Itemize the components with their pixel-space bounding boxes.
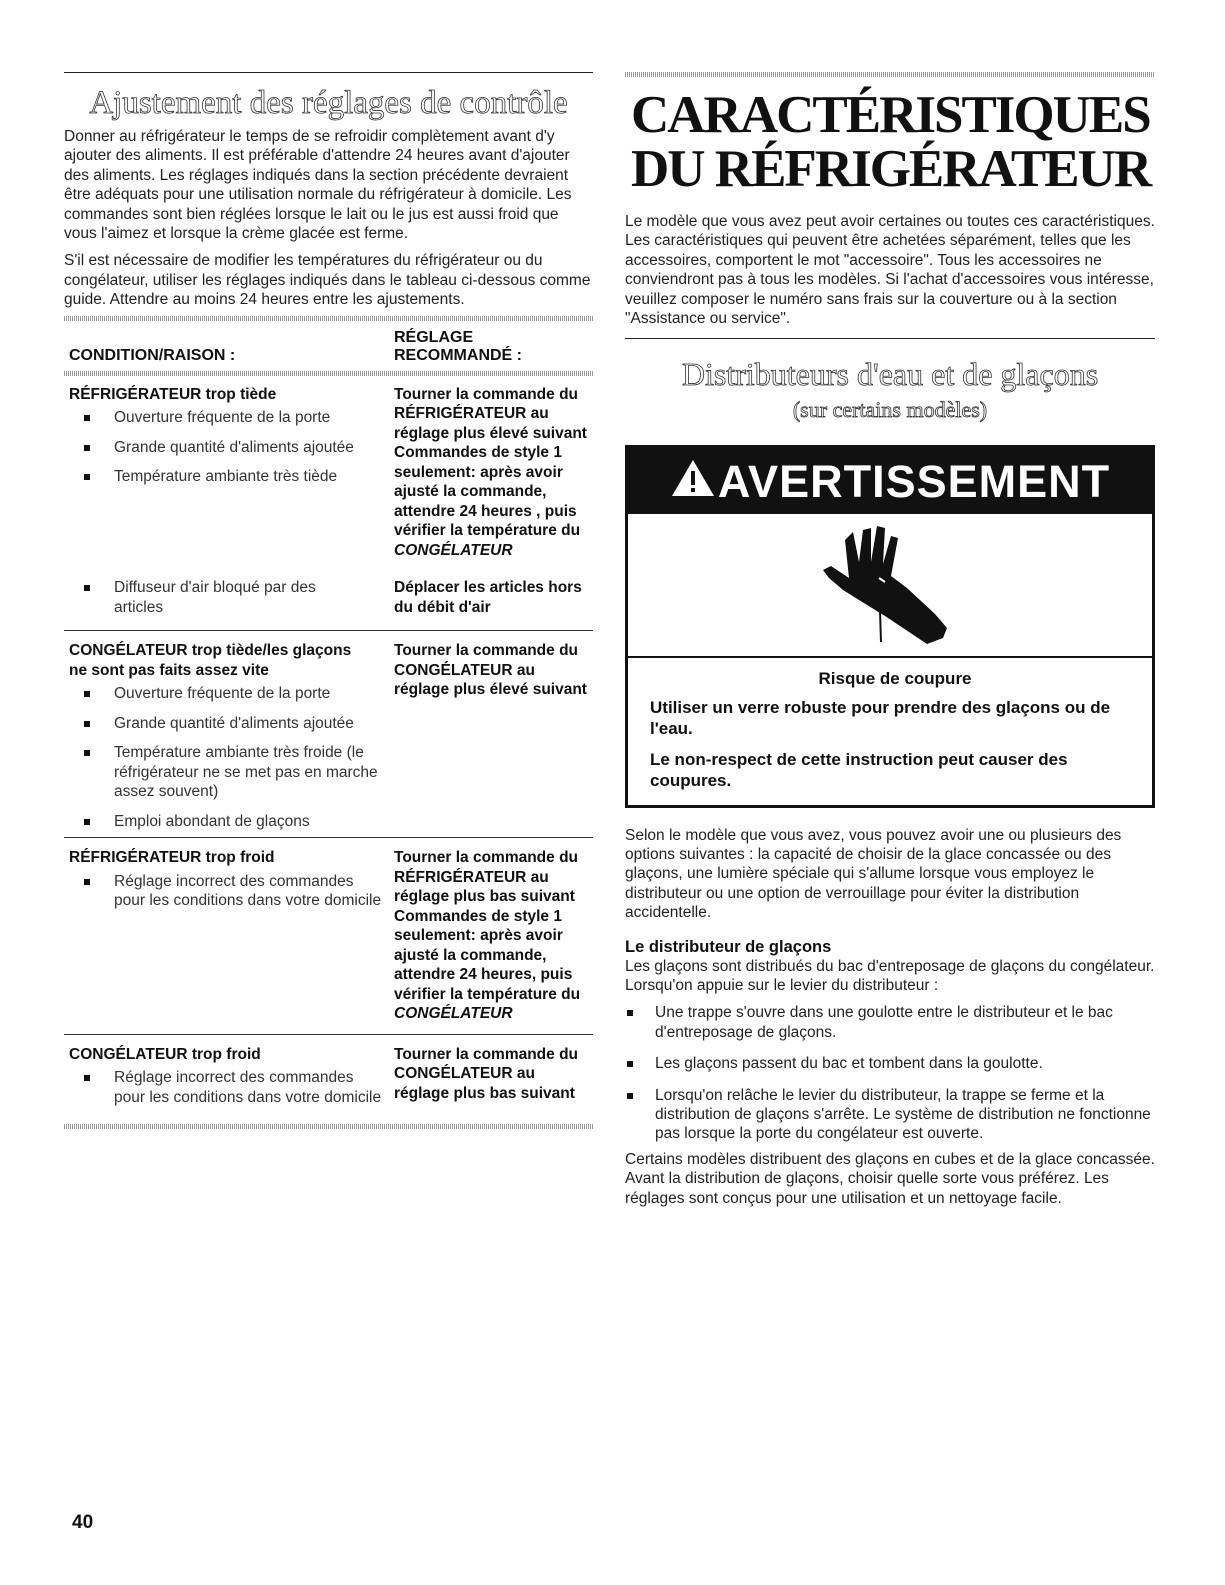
table-row	[64, 641, 593, 831]
action-cell	[394, 1045, 593, 1115]
condition-title: CONGÉLATEUR trop froid	[69, 1045, 261, 1063]
column-header-condition: CONDITION/RAISON :	[69, 346, 236, 364]
dispenser-bullet: Les glaçons passent du bac et tombent dans la goulotte.	[625, 1054, 1155, 1073]
condition-title: RÉFRIGÉRATEUR trop froid	[69, 849, 275, 867]
table-header	[64, 329, 593, 365]
action-text: Tourner la commande du CONGÉLATEUR au réglage plus élevé suivant	[394, 642, 587, 699]
action-text: Tourner la commande du RÉFRIGÉRATEUR au réglage plus élevé suivant Commandes de style 1 seulement: après avoir ajusté la commande, attendre 24 heures , puis vérifier la température du	[394, 385, 587, 540]
warning-box	[625, 445, 1155, 807]
row-separator	[64, 1034, 593, 1035]
condition-bullet: Grande quantité d'aliments ajoutée	[64, 438, 394, 458]
action-italic: CONGÉLATEUR	[394, 541, 513, 559]
action-text: Tourner la commande du RÉFRIGÉRATEUR au réglage plus bas suivant Commandes de style 1 seulement: après avoir ajusté la commande, attendre 24 heures, puis vérifier la température du	[394, 849, 581, 1003]
condition-cell	[64, 641, 394, 831]
instructions-paragraph: S'il est nécessaire de modifier les températures du réfrigérateur ou du congélateur, utiliser les réglages indiqués dans le tableau ci-dessous comme guide. Attendre au moins 24 heures entre les ajustements.	[64, 252, 591, 309]
section-subheading: (sur certains modèles)	[792, 397, 988, 423]
warning-banner-text: AVERTISSEMENT	[717, 456, 1111, 508]
section-heading: Distributeurs d'eau et de glaçons	[681, 356, 1099, 393]
condition-bullet: Grande quantité d'aliments ajoutée	[64, 714, 394, 734]
table-row	[64, 848, 593, 1024]
condition-cell	[64, 848, 394, 1024]
condition-bullet: Emploi abondant de glaçons	[64, 812, 394, 832]
condition-bullet: Ouverture fréquente de la porte	[64, 408, 394, 428]
features-intro: Le modèle que vous avez peut avoir certaines ou toutes ces caractéristiques. Les caractéristiques qui peuvent être achetées séparément, telles que les accessoires, comportent le mot "accessoire". Tous les accessoires ne conviendront pas à tous les modèles. Si l'achat d'accessoires vous intéresse, veuillez composer le numéro sans frais sur la couverture ou à la section "Assistance ou service".	[625, 213, 1155, 328]
condition-title: CONGÉLATEUR trop tiède/les glaçons ne sont pas faits assez vite	[69, 642, 352, 679]
page-title-line1: CARACTÉRISTIQUES	[631, 86, 1150, 144]
page-title	[625, 86, 1155, 198]
hazard-label: Risque de coupure	[818, 668, 972, 688]
action-italic: CONGÉLATEUR	[394, 1005, 513, 1023]
condition-title: RÉFRIGÉRATEUR trop tiède	[69, 385, 277, 403]
section-heading: Ajustement des réglages de contrôle	[89, 85, 568, 121]
options-paragraph: Selon le modèle que vous avez, vous pouvez avoir une ou plusieurs des options suivantes : la capacité de choisir de la glace concassée ou des glaçons, une lumière spéciale qui s'allume lorsque vous employez le distributeur ou une option de verrouillage pour éviter la distribution accidentelle.	[625, 826, 1122, 922]
setting-header-line2: RECOMMANDÉ :	[394, 346, 522, 364]
table-row	[64, 385, 593, 561]
page-title-line2: DU RÉFRIGÉRATEUR	[631, 140, 1151, 198]
condition-bullet: Diffuseur d'air bloqué par des articles	[64, 578, 394, 617]
right-column	[625, 0, 1155, 1208]
condition-bullet: Température ambiante très tiède	[64, 467, 394, 487]
action-text: Déplacer les articles hors du débit d'air	[394, 579, 582, 616]
dispenser-bullet: Une trappe s'ouvre dans une goulotte entre le distributeur et le bac d'entreposage de glaçons.	[625, 1003, 1155, 1042]
warning-text	[628, 656, 1152, 805]
action-cell	[394, 848, 593, 1024]
table-bottom-rule	[64, 1124, 593, 1129]
condition-bullet: Réglage incorrect des commandes pour les conditions dans votre domicile	[64, 872, 394, 911]
left-column	[64, 0, 593, 1129]
row-separator	[64, 630, 593, 631]
table-top-rule	[64, 316, 593, 321]
cut-hand-icon	[628, 514, 1152, 656]
dispenser-paragraph: Les glaçons sont distribués du bac d'entreposage de glaçons du congélateur. Lorsqu'on appuie sur le levier du distributeur :	[625, 957, 1155, 994]
ice-dispenser-heading: Le distributeur de glaçons	[625, 937, 832, 956]
action-cell	[394, 385, 593, 561]
setting-header-line1: RÉGLAGE	[394, 328, 474, 346]
page-number: 40	[72, 1512, 94, 1533]
action-text: Tourner la commande du CONGÉLATEUR au réglage plus bas suivant	[394, 1045, 579, 1102]
condition-cell	[64, 1045, 394, 1115]
table-row	[64, 578, 593, 624]
action-cell	[394, 578, 593, 624]
condition-bullet: Réglage incorrect des commandes pour les conditions dans votre domicile	[64, 1068, 394, 1107]
top-rule	[64, 72, 593, 73]
closing-paragraph: Certains modèles distribuent des glaçons en cubes et de la glace concassée. Avant la distribution de glaçons, choisir quelle sorte vous préférez. Les réglages sont conçus pour une utilisation et un nettoyage facile.	[625, 1150, 1155, 1207]
condition-cell	[64, 578, 394, 624]
action-cell	[394, 641, 593, 831]
condition-bullet: Ouverture fréquente de la porte	[64, 684, 394, 704]
intro-paragraph: Donner au réfrigérateur le temps de se refroidir complètement avant d'y ajouter des aliments. Il est préférable d'attendre 24 heures avant d'ajouter des aliments. Les réglages indiqués dans la section précédente devraient être adéquats pour une utilisation normale du réfrigérateur à domicile. Les commandes sont bien réglées lorsque le lait ou le jus est aussi froid que vous l'aimez et lorsque la crème glacée est ferme.	[64, 128, 572, 243]
table-header-rule	[64, 371, 593, 376]
warning-consequence: Le non-respect de cette instruction peut causer des coupures.	[650, 749, 1068, 790]
column-header-setting	[394, 329, 593, 365]
warning-triangle-icon	[670, 452, 716, 514]
section-rule	[625, 338, 1155, 339]
warning-instruction: Utiliser un verre robuste pour prendre des glaçons ou de l'eau.	[650, 697, 1111, 738]
top-rule	[625, 72, 1155, 77]
dispenser-bullet: Lorsqu'on relâche le levier du distributeur, la trappe se ferme et la distribution de glaçons s'arrête. Le système de distribution ne fonctionne pas lorsque la porte du congélateur est ouverte.	[625, 1086, 1155, 1144]
table-row	[64, 1045, 593, 1115]
condition-bullet: Température ambiante très froide (le réfrigérateur ne se met pas en marche assez souvent)	[64, 743, 394, 802]
row-separator	[64, 837, 593, 838]
warning-banner	[628, 448, 1152, 513]
condition-cell	[64, 385, 394, 561]
